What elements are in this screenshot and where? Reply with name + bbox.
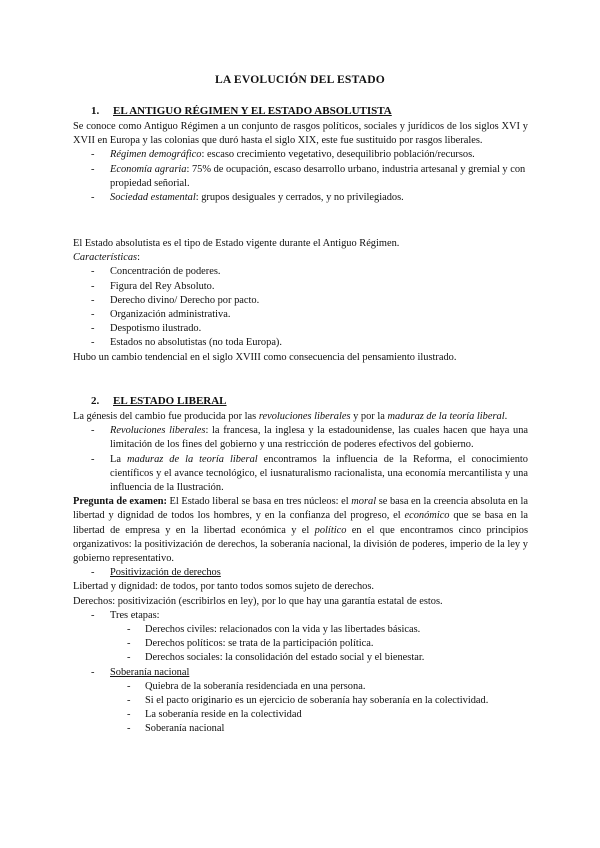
list-item: - Concentración de poderes. — [73, 265, 528, 279]
section-2-number: 2. — [91, 395, 100, 407]
text-emphasis: político — [314, 524, 347, 536]
section-1-closing: Hubo un cambio tendencial en el siglo XVIII como consecuencia del pensamiento ilustrado. — [73, 351, 457, 363]
text-run: y por la — [350, 411, 388, 422]
list-item: - La soberanía reside en la colectividad — [73, 708, 528, 722]
item-text: encontramos la influencia de la Reforma, el conocimiento científicos y el avance tecnológico, el iusnaturalismo racionalista, una economía mercantilista y una influencia de la Ilustración. — [110, 453, 528, 494]
text-run: La génesis del cambio fue producida por las — [73, 411, 259, 422]
characteristics-colon: : — [137, 252, 140, 264]
item-term: Revoluciones liberales — [110, 425, 206, 437]
text-emphasis: maduraz de la teoría liberal — [387, 411, 505, 422]
item-text: : escaso crecimiento vegetativo, desequilibrio población/recursos. — [201, 149, 475, 161]
list-item — [73, 163, 528, 191]
characteristics-list — [73, 265, 528, 350]
list-item: - Derecho divino/ Derecho por pacto. — [73, 294, 528, 308]
list-item — [73, 566, 528, 580]
positivizacion-label: Positivización de derechos — [110, 567, 221, 579]
section-2-body — [73, 410, 528, 737]
list-item: - Tres etapas: — [73, 609, 528, 623]
characteristics-label: Características — [73, 252, 138, 264]
exam-label: Pregunta de examen: — [73, 496, 167, 508]
item-text: : la francesa, la inglesa y la estadounidense, las cuales hacen que haya una limitación de los fines del gobierno y una restricción de poderes efectivos del gobierno. — [110, 425, 528, 451]
section-1-heading — [91, 104, 392, 118]
list-item: - Quiebra de la soberanía residenciada en una persona. — [73, 680, 528, 694]
positivizacion-p2: Derechos: positivización (escribirlos en ley), por lo que hay una garantía estatal de estos. — [73, 595, 443, 607]
absolutist-state-block — [73, 237, 528, 365]
list-item — [73, 453, 528, 496]
section-1-intro: Se conoce como Antiguo Régimen a un conjunto de rasgos políticos, sociales y jurídicos de los siglos XVI y XVII en Europa y las colonias que duró hasta el siglo XIX, este fue sustituido por rasgos liberales. — [73, 121, 528, 147]
text-emphasis: moral — [351, 496, 377, 508]
list-item — [73, 424, 528, 452]
list-item: - Derechos civiles: relacionados con la vida y las libertades básicas. — [73, 623, 528, 637]
positivizacion-heading-list — [73, 566, 528, 580]
characteristics-heading — [73, 251, 528, 265]
text-run: El Estado liberal se basa en tres núcleos: el — [166, 496, 352, 508]
section-2-heading — [91, 394, 227, 408]
section-1-body — [73, 120, 528, 205]
text-emphasis: revoluciones liberales — [258, 411, 351, 422]
absolutist-intro: El Estado absolutista es el tipo de Estado vigente durante el Antiguo Régimen. — [73, 238, 400, 249]
list-item: - Estados no absolutistas (no toda Europa). — [73, 336, 528, 350]
item-text: : grupos desiguales y cerrados, y no privilegiados. — [195, 192, 404, 204]
text-emphasis: económico — [404, 510, 450, 522]
item-prefix: La — [110, 453, 127, 465]
exam-question — [73, 495, 528, 566]
text-run: . — [504, 411, 508, 422]
etapas-sublist — [73, 623, 528, 666]
item-term: Régimen demográfico — [110, 149, 202, 161]
list-item — [73, 191, 528, 205]
list-item — [73, 148, 528, 162]
list-item: - Soberanía nacional — [73, 722, 528, 736]
list-item: - Despotismo ilustrado. — [73, 322, 528, 336]
section-2-intro — [73, 410, 528, 424]
item-term: maduraz de la teoría liberal — [126, 453, 258, 465]
item-text: : 75% de ocupación, escaso desarrollo urbano, industria artesanal y gremial y con propiedad señorial. — [110, 163, 526, 189]
list-item: - Derechos políticos: se trata de la participación política. — [73, 637, 528, 651]
page-title: LA EVOLUCIÓN DEL ESTADO — [214, 73, 386, 86]
soberania-heading-list — [73, 666, 528, 680]
list-item: - Si el pacto originario es un ejercicio de soberanía hay soberanía en la colectividad. — [73, 694, 528, 708]
list-item: - Figura del Rey Absoluto. — [73, 280, 528, 294]
item-term: Sociedad estamental — [110, 192, 196, 204]
tres-etapas-list — [73, 609, 528, 623]
text-run: se basa en la creencia absoluta en la libertad y dignidad de todos los hombres, y en la confianza del progreso, el — [73, 496, 528, 522]
list-item: - Organización administrativa. — [73, 308, 528, 322]
section-1-title: EL ANTIGUO RÉGIMEN Y EL ESTADO ABSOLUTISTA — [113, 105, 392, 117]
liberal-causes-list — [73, 424, 528, 495]
list-item — [73, 666, 528, 680]
antiguo-regimen-list — [73, 148, 528, 205]
section-2-title: EL ESTADO LIBERAL — [113, 395, 227, 407]
list-item: - Derechos sociales: la consolidación del estado social y el bienestar. — [73, 651, 528, 665]
text-run: que se basa en la libertad de empresa y en la libertad económica y el — [73, 510, 528, 536]
item-term: Economía agraria — [110, 163, 187, 175]
positivizacion-p1: Libertad y dignidad: de todos, por tanto todos somos sujeto de derechos. — [73, 581, 374, 593]
text-run: en el que encontramos cinco principios organizativos: la positivización de derechos, la soberanía nacional, la división de poderes, imperio de la ley y gobierno representativo. — [73, 524, 528, 565]
section-1-number: 1. — [91, 105, 100, 117]
soberania-sublist — [73, 680, 528, 737]
soberania-label: Soberanía nacional — [110, 666, 190, 678]
